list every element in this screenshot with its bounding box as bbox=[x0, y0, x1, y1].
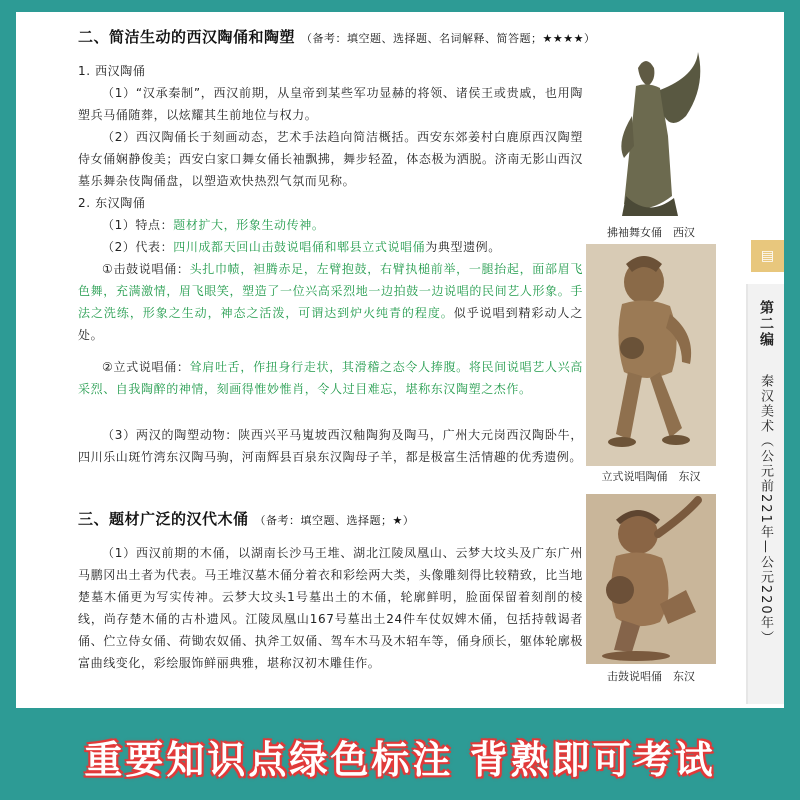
paragraph-5 bbox=[78, 258, 583, 346]
paragraph-3 bbox=[78, 214, 583, 236]
paragraph-4 bbox=[78, 236, 583, 258]
section3-heading bbox=[78, 508, 414, 529]
banner-text: 重要知识点绿色标注 背熟即可考试 bbox=[84, 737, 716, 782]
sidebar-chapter: 秦汉美术（公元前221年—公元220年） bbox=[758, 374, 773, 646]
caption-dancer: 拂袖舞女俑 西汉 bbox=[607, 226, 695, 239]
paragraph-2: （2）西汉陶俑长于刻画动态，艺术手法趋向简洁概括。西安东郊姜村白鹿原西汉陶塑侍女俑娴静俊美；西安白家口舞女俑长袖飘拂，舞步轻盈，体态极为洒脱。济南无影山西汉墓乐舞杂伎陶俑盘，以塑造欢快热烈气氛而见称。 bbox=[78, 130, 583, 188]
label-feature: （1）特点： bbox=[102, 218, 174, 232]
caption-drum-storyteller: 击鼓说唱俑 东汉 bbox=[607, 670, 695, 683]
caption-standing-storyteller: 立式说唱陶俑 东汉 bbox=[601, 470, 701, 483]
sub-heading-western-han: 1. 西汉陶俑 bbox=[78, 64, 146, 78]
book-page bbox=[16, 12, 784, 708]
promo-banner bbox=[0, 712, 800, 800]
label-drum-figure: ①击鼓说唱俑： bbox=[102, 262, 190, 276]
paragraph-4-tail: 为典型遗例。 bbox=[425, 240, 501, 254]
chapter-sidebar bbox=[746, 284, 784, 704]
paragraph-7: （3）两汉的陶塑动物：陕西兴平马嵬坡西汉釉陶狗及陶马，广州大元岗西汉陶卧牛，四川乐山斑竹湾东汉陶马驹，河南辉县百泉东汉陶母子羊，都是极富生活情趣的优秀遗例。 bbox=[78, 428, 583, 464]
green-text: 耸肩吐舌，作扭身行走状，其滑稽之态令人捧腹。将民间说唱艺人兴高采烈、自我陶醉的神情，刻画得惟妙惟肖，令人过目难忘，堪称东汉陶塑之杰作。 bbox=[78, 360, 583, 396]
book-icon: ▤ bbox=[751, 240, 784, 272]
dancer-figure-image bbox=[586, 46, 716, 222]
paragraph-6 bbox=[78, 356, 583, 400]
sub-heading-eastern-han: 2. 东汉陶俑 bbox=[78, 196, 146, 210]
section3-title: 三、题材广泛的汉代木俑 bbox=[78, 510, 249, 528]
paragraph-1: （1）“汉承秦制”，西汉前期，从皇帝到某些军功显赫的将领、诸侯王或贵戚，也用陶塑兵马俑随葬，以炫耀其生前地位与权力。 bbox=[78, 86, 583, 122]
standing-storyteller-image bbox=[586, 244, 716, 466]
section2-title: 二、简洁生动的西汉陶俑和陶塑 bbox=[78, 28, 296, 46]
green-text: 头扎巾帻，袒腾赤足，左臂抱鼓，右臂执槌前举，一腿抬起，面部眉飞色舞，充满激情，眉飞眼笑，塑造了一位兴高采烈地一边拍鼓一边说唱的民间艺人形象。手法之洗练，形象之生动，神态之活泼，可谓达到炉火纯青的程度。 bbox=[78, 262, 583, 320]
section3-note: （备考：填空题、选择题；★） bbox=[254, 514, 415, 527]
paragraph-8: （1）西汉前期的木俑，以湖南长沙马王堆、湖北江陵凤凰山、云梦大坟头及广东广州马鹏冈出土者为代表。马王堆汉墓木俑分着衣和彩绘两大类，头像雕刻得比较精致，比当地楚墓木俑更为写实传神。云梦大坟头1号墓出土的木俑，轮廓鲜明，脸面保留着刻削的棱线，尚存楚木俑的古朴遗风。江陵凤凰山167号墓出土24件车仗奴婢木俑，包括持戟谒者俑、伫立侍女俑、荷锄农奴俑、执斧工奴俑、驾车木马及木轺车等，俑身颀长，躯体轮廓极富曲线变化，彩绘服饰鲜丽典雅，堪称汉初木雕佳作。 bbox=[78, 546, 583, 670]
green-text: 题材扩大，形象生动传神。 bbox=[173, 218, 325, 232]
drum-storyteller-image bbox=[586, 494, 716, 664]
green-text: 四川成都天回山击鼓说唱俑和郫县立式说唱俑 bbox=[173, 240, 426, 254]
label-standing-figure: ②立式说唱俑： bbox=[102, 360, 190, 374]
section2-note: （备考：填空题、选择题、名词解释、简答题；★★★★） bbox=[301, 32, 596, 45]
label-representative: （2）代表： bbox=[102, 240, 174, 254]
section2-heading bbox=[78, 26, 595, 47]
sidebar-part: 第二编 bbox=[758, 300, 774, 348]
paragraph-5-tail: 似乎说唱到精彩动人之处。 bbox=[78, 306, 583, 342]
